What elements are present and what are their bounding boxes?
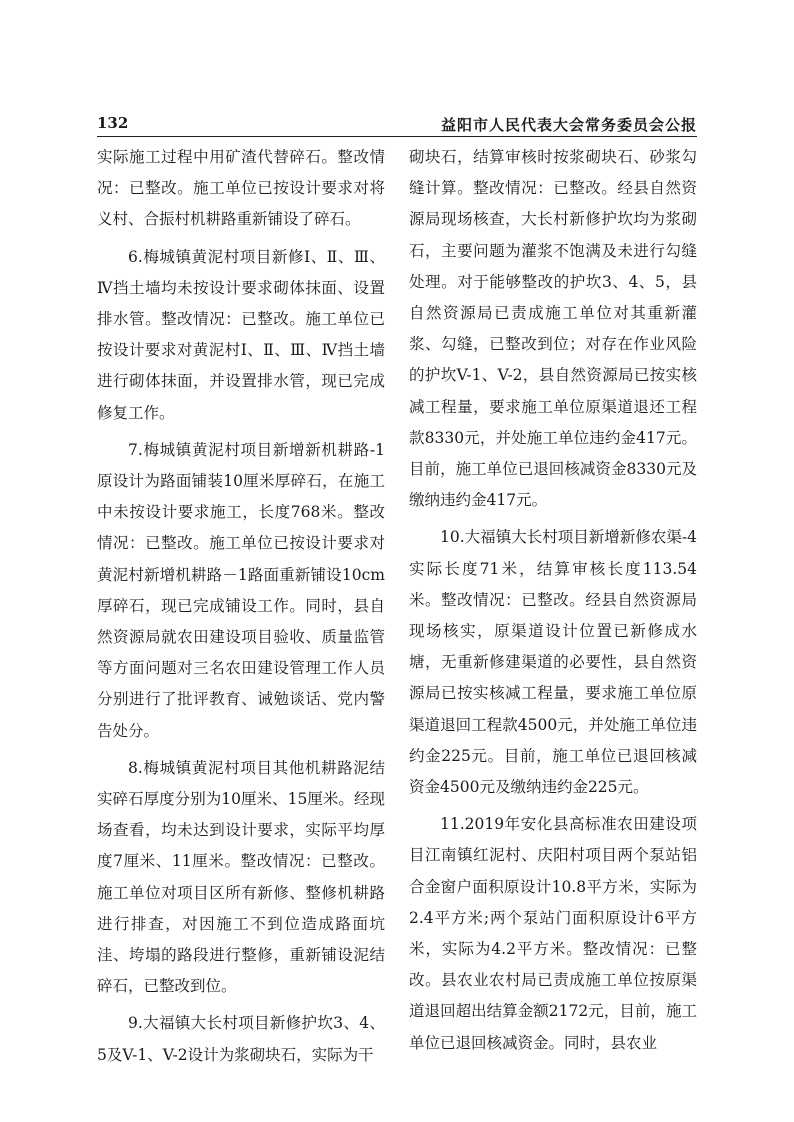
paragraph: 实际施工过程中用矿渣代替碎石。整改情况：已整改。施工单位已按设计要求对将义村、合振村机耕路重新铺设了碎石。 — [97, 148, 385, 229]
paragraph: 8.梅城镇黄泥村项目其他机耕路泥结实碎石厚度分别为10厘米、15厘米。经现场查看，均未达到设计要求，实际平均厚度7厘米、11厘米。整改情况：已整改。施工单位对项目区所有新修、整修机耕路进行排查，对因施工不到位造成路面坑洼、垮塌的路段进行整修，重新铺设泥结碎石，已整改到位。 — [97, 758, 385, 996]
page-number: 132 — [97, 114, 129, 132]
publication-title: 益阳市人民代表大会常务委员会公报 — [440, 116, 697, 134]
left-column — [97, 142, 385, 1077]
page-header — [97, 112, 697, 137]
paragraph: 10.大福镇大长村项目新增新修农渠-4实际长度71米，结算审核长度113.54米。整改情况：已整改。经县自然资源局现场核实，原渠道设计位置已新修成水塘，无重新修建渠道的必要性，县自然资源局已按实核减工程量，要求施工单位原渠道退回工程款4500元，并处施工单位违约金225元。目前，施工单位已退回核减资金4500元及缴纳违约金225元。 — [409, 528, 697, 797]
paragraph: 11.2019年安化县高标准农田建设项目江南镇红泥村、庆阳村项目两个泵站铝合金窗户面积原设计10.8平方米，实际为2.4平方米;两个泵站门面积原设计6平方米，实际为4.2平方米。整改情况：已整改。县农业农村局已责成施工单位按原渠道退回超出结算金额2172元，目前，施工单位已退回核减资金。同时，县农业 — [409, 815, 697, 1052]
right-column — [409, 142, 697, 1065]
paragraph: 9.大福镇大长村项目新修护坎3、4、5及V-1、V-2设计为浆砌块石，实际为干 — [97, 1014, 385, 1064]
paragraph: 砌块石，结算审核时按浆砌块石、砂浆勾缝计算。整改情况：已整改。经县自然资源局现场核查，大长村新修护坎均为浆砌石，主要问题为灌浆不饱满及未进行勾缝处理。对于能够整改的护坎3、4、5，县自然资源局已责成施工单位对其重新灌浆、勾缝，已整改到位；对存在作业风险的护坎V-1、V-2，县自然资源局已按实核减工程量，要求施工单位原渠道退还工程款8330元，并处施工单位违约金417元。目前，施工单位已退回核减资金8330元及缴纳违约金417元。 — [409, 148, 697, 510]
paragraph: 6.梅城镇黄泥村项目新修Ⅰ、Ⅱ、Ⅲ、Ⅳ挡土墙均未按设计要求砌体抹面、设置排水管。整改情况：已整改。施工单位已按设计要求对黄泥村Ⅰ、Ⅱ、Ⅲ、Ⅳ挡土墙进行砌体抹面，并设置排水管，现已完成修复工作。 — [97, 247, 385, 422]
paragraph: 7.梅城镇黄泥村项目新增新机耕路-1原设计为路面铺装10厘米厚碎石，在施工中未按设计要求施工，长度768米。整改情况：已整改。施工单位已按设计要求对黄泥村新增机耕路－1路面重新铺设10cm厚碎石，现已完成铺设工作。同时，县自然资源局就农田建设项目验收、质量监管等方面问题对三名农田建设管理工作人员分别进行了批评教育、诫勉谈话、党内警告处分。 — [97, 440, 385, 740]
